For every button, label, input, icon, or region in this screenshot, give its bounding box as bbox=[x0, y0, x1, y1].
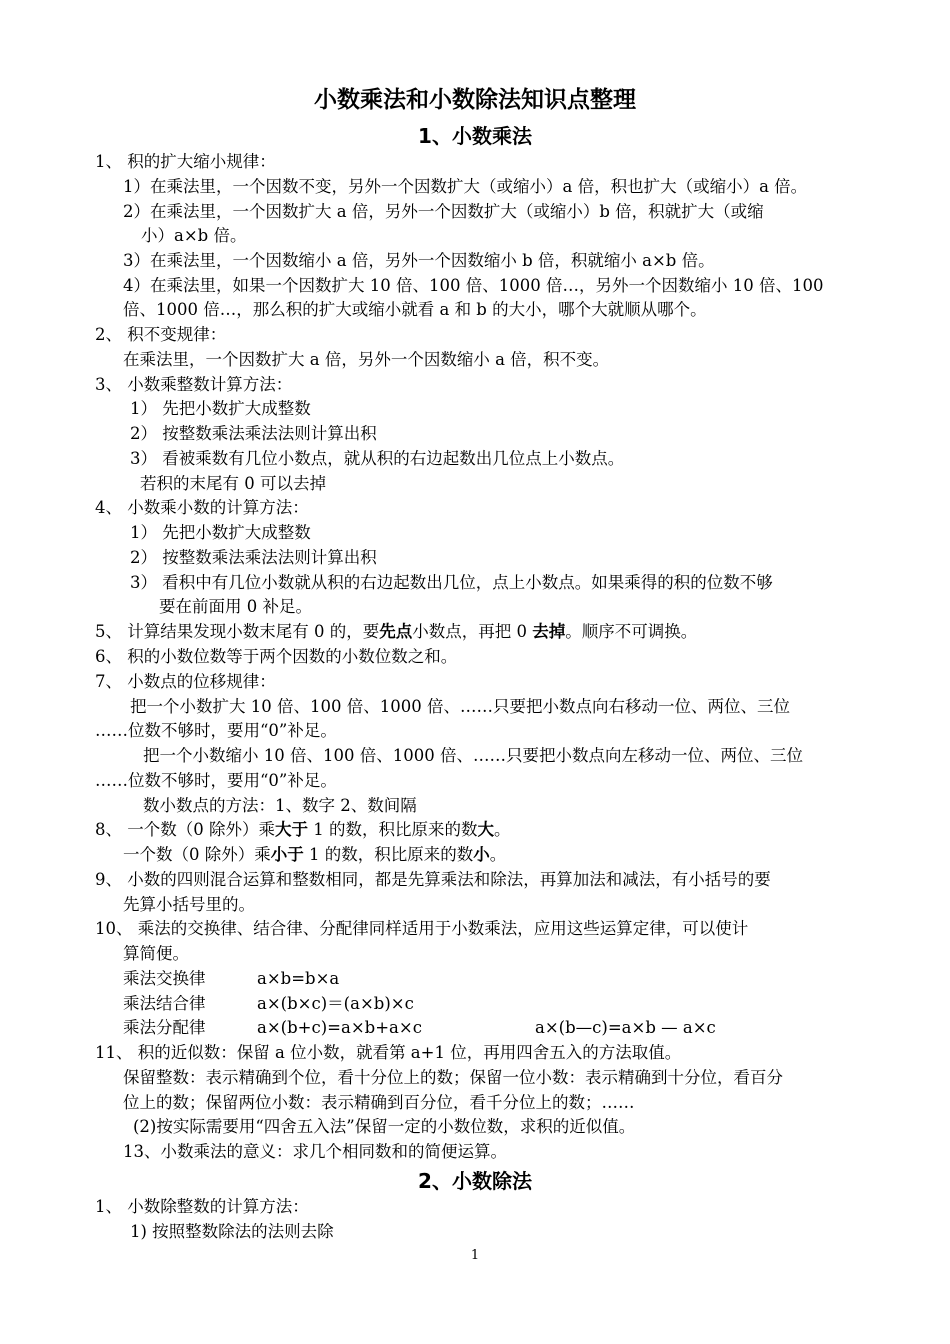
item-11-text-a: 保留整数：表示精确到个位，看十分位上的数；保留一位小数：表示精确到十分位，看百分 bbox=[123, 1068, 783, 1087]
item-3-step-3: 3） 看被乘数有几位小数点，就从积的右边起数出几位点上小数点。 bbox=[130, 449, 625, 468]
item-3-step-1: 1） 先把小数扩大成整数 bbox=[130, 399, 311, 418]
item-1-heading: 1、 积的扩大缩小规律： bbox=[95, 152, 276, 171]
item-11-heading: 11、 积的近似数：保留 a 位小数，就看第 a+1 位，再用四舍五入的方法取值。 bbox=[95, 1043, 682, 1062]
item-8a-bold-2: 大 bbox=[477, 820, 494, 839]
item-10-line-b: 算简便。 bbox=[123, 944, 189, 963]
item-5-text bbox=[95, 620, 697, 644]
item-5-bold-1: 先点 bbox=[379, 622, 413, 641]
item-8b-mid: 1 的数，积比原来的数 bbox=[303, 845, 474, 864]
item-4-step-3-a: 3） 看积中有几位小数就从积的右边起数出几位，点上小数点。如果乘得的积的位数不够 bbox=[130, 573, 773, 592]
rule-3-line: 3）在乘法里，一个因数缩小 a 倍，另外一个因数缩小 b 倍，积就缩小 a×b 倍。 bbox=[123, 251, 715, 270]
div-item-1-step-1: 1) 按照整数除法的法则去除 bbox=[130, 1222, 334, 1241]
rule-4-line-a: 4）在乘法里，如果一个因数扩大 10 倍、100 倍、1000 倍…，另外一个因数缩小 10 倍、100 bbox=[123, 276, 824, 295]
item-3-step-2: 2） 按整数乘法乘法法则计算出积 bbox=[130, 424, 377, 443]
law-distributive-name: 乘法分配律 bbox=[123, 1018, 206, 1037]
item-7-right-shift-b: ……位数不够时，要用“0”补足。 bbox=[95, 721, 337, 740]
item-3-note: 若积的末尾有 0 可以去掉 bbox=[140, 474, 326, 493]
item-11-text-b: 位上的数；保留两位小数：表示精确到百分位，看千分位上的数；…… bbox=[123, 1093, 635, 1112]
item-5-text-post: 。顺序不可调换。 bbox=[565, 622, 698, 641]
law-associative-name: 乘法结合律 bbox=[123, 994, 206, 1013]
item-4-step-1: 1） 先把小数扩大成整数 bbox=[130, 523, 311, 542]
item-7-counting-method: 数小数点的方法：1、数字 2、数间隔 bbox=[143, 796, 417, 815]
item-8b-bold-2: 小 bbox=[473, 845, 490, 864]
law-distributive-formula-2: a×(b—c)=a×b — a×c bbox=[535, 1018, 716, 1037]
item-9-line-a: 9、 小数的四则混合运算和整数相同，都是先算乘法和除法，再算加法和减法，有小括号的要 bbox=[95, 870, 771, 889]
item-8b-bold-1: 小于 bbox=[270, 845, 304, 864]
document-title: 小数乘法和小数除法知识点整理 bbox=[314, 87, 636, 113]
item-6-text: 6、 积的小数位数等于两个因数的小数位数之和。 bbox=[95, 647, 458, 666]
item-7-heading: 7、 小数点的位移规律： bbox=[95, 672, 276, 691]
item-8b-pre: 一个数（0 除外）乘 bbox=[123, 845, 271, 864]
item-8a-post: 。 bbox=[494, 820, 511, 839]
rule-2-line-b: 小）a×b 倍。 bbox=[141, 226, 247, 245]
item-5-bold-2: 去掉 bbox=[532, 622, 566, 641]
section-title-division: 2、小数除法 bbox=[418, 1169, 532, 1193]
section-title-multiplication: 1、小数乘法 bbox=[418, 124, 532, 148]
item-8-line-b bbox=[123, 843, 506, 867]
law-distributive-formula-1: a×(b+c)=a×b+a×c bbox=[257, 1018, 422, 1037]
item-5-text-pre: 5、 计算结果发现小数末尾有 0 的，要 bbox=[95, 622, 380, 641]
item-2-text: 在乘法里，一个因数扩大 a 倍，另外一个因数缩小 a 倍，积不变。 bbox=[123, 350, 610, 369]
law-associative-formula: a×(b×c)＝(a×b)×c bbox=[257, 994, 414, 1013]
rule-4-line-b: 倍、1000 倍…，那么积的扩大或缩小就看 a 和 b 的大小，哪个大就顺从哪个。 bbox=[123, 300, 707, 319]
item-13-text: 13、小数乘法的意义：求几个相同数和的简便运算。 bbox=[123, 1142, 507, 1161]
item-5-text-mid: 小数点，再把 0 bbox=[412, 622, 533, 641]
item-4-heading: 4、 小数乘小数的计算方法： bbox=[95, 498, 309, 517]
item-7-right-shift-a: 把一个小数扩大 10 倍、100 倍、1000 倍、……只要把小数点向右移动一位、两位、三位 bbox=[130, 697, 790, 716]
item-8b-post: 。 bbox=[489, 845, 507, 864]
page-number: 1 bbox=[470, 1248, 480, 1263]
item-4-step-2: 2） 按整数乘法乘法法则计算出积 bbox=[130, 548, 377, 567]
item-9-line-b: 先算小括号里的。 bbox=[123, 895, 255, 914]
item-8a-bold-1: 大于 bbox=[275, 820, 308, 839]
item-8-line-a bbox=[95, 818, 511, 842]
item-11-text-c: (2)按实际需要用“四舍五入法”保留一定的小数位数，求积的近似值。 bbox=[133, 1117, 636, 1136]
item-2-heading: 2、 积不变规律： bbox=[95, 325, 227, 344]
div-item-1-heading: 1、 小数除整数的计算方法： bbox=[95, 1197, 309, 1216]
item-3-heading: 3、 小数乘整数计算方法： bbox=[95, 375, 293, 394]
item-8a-pre: 8、 一个数（0 除外）乘 bbox=[95, 820, 275, 839]
item-7-left-shift-a: 把一个小数缩小 10 倍、100 倍、1000 倍、……只要把小数点向左移动一位、两位、三位 bbox=[143, 746, 803, 765]
item-7-left-shift-b: ……位数不够时，要用“0”补足。 bbox=[95, 771, 337, 790]
item-4-step-3-b: 要在前面用 0 补足。 bbox=[159, 597, 312, 616]
item-8a-mid: 1 的数，积比原来的数 bbox=[308, 820, 478, 839]
rule-1-line: 1）在乘法里，一个因数不变，另外一个因数扩大（或缩小）a 倍，积也扩大（或缩小）a 倍。 bbox=[123, 177, 808, 196]
item-10-line-a: 10、 乘法的交换律、结合律、分配律同样适用于小数乘法，应用这些运算定律，可以使计 bbox=[95, 919, 749, 938]
rule-2-line-a: 2）在乘法里，一个因数扩大 a 倍，另外一个因数扩大（或缩小）b 倍，积就扩大（或缩 bbox=[123, 202, 764, 221]
law-commutative-formula: a×b=b×a bbox=[257, 969, 340, 988]
law-commutative-name: 乘法交换律 bbox=[123, 969, 206, 988]
